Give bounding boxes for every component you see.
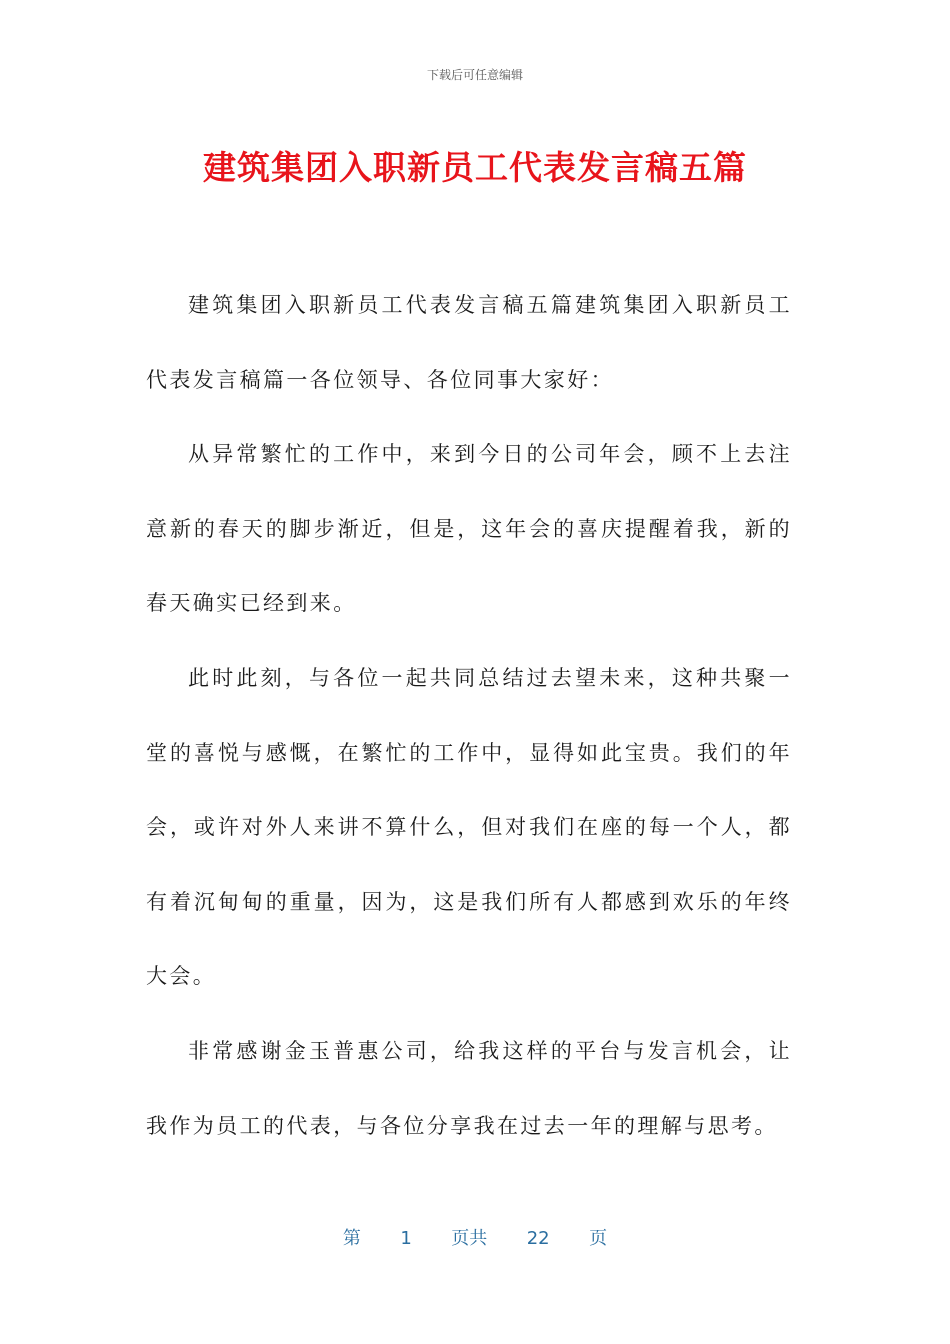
footer-total-pages: 22 — [526, 1228, 550, 1249]
paragraph: 非常感谢金玉普惠公司，给我这样的平台与发言机会，让我作为员工的代表，与各位分享我在过去一年的理解与思考。 — [146, 1038, 792, 1138]
footer-page-number: 1 — [400, 1228, 412, 1249]
header-note: 下载后可任意编辑 — [426, 68, 523, 82]
page-footer — [0, 1224, 950, 1250]
document-body — [146, 268, 792, 1163]
document-title: 建筑集团入职新员工代表发言稿五篇 — [203, 148, 747, 187]
footer-ye-gong: 页共 — [451, 1228, 488, 1249]
paragraph: 此时此刻，与各位一起共同总结过去望未来，这种共聚一堂的喜悦与感慨，在繁忙的工作中，显得如此宝贵。我们的年会，或许对外人来讲不算什么，但对我们在座的每一个人，都有着沉甸甸的重量，因为，这是我们所有人都感到欢乐的年终大会。 — [146, 665, 792, 989]
paragraph: 建筑集团入职新员工代表发言稿五篇建筑集团入职新员工代表发言稿篇一各位领导、各位同事大家好： — [146, 293, 792, 392]
paragraph: 从异常繁忙的工作中，来到今日的公司年会，顾不上去注意新的春天的脚步渐近，但是，这年会的喜庆提醒着我，新的春天确实已经到来。 — [146, 442, 792, 616]
footer-ye: 页 — [589, 1228, 608, 1249]
footer-di: 第 — [342, 1228, 361, 1249]
